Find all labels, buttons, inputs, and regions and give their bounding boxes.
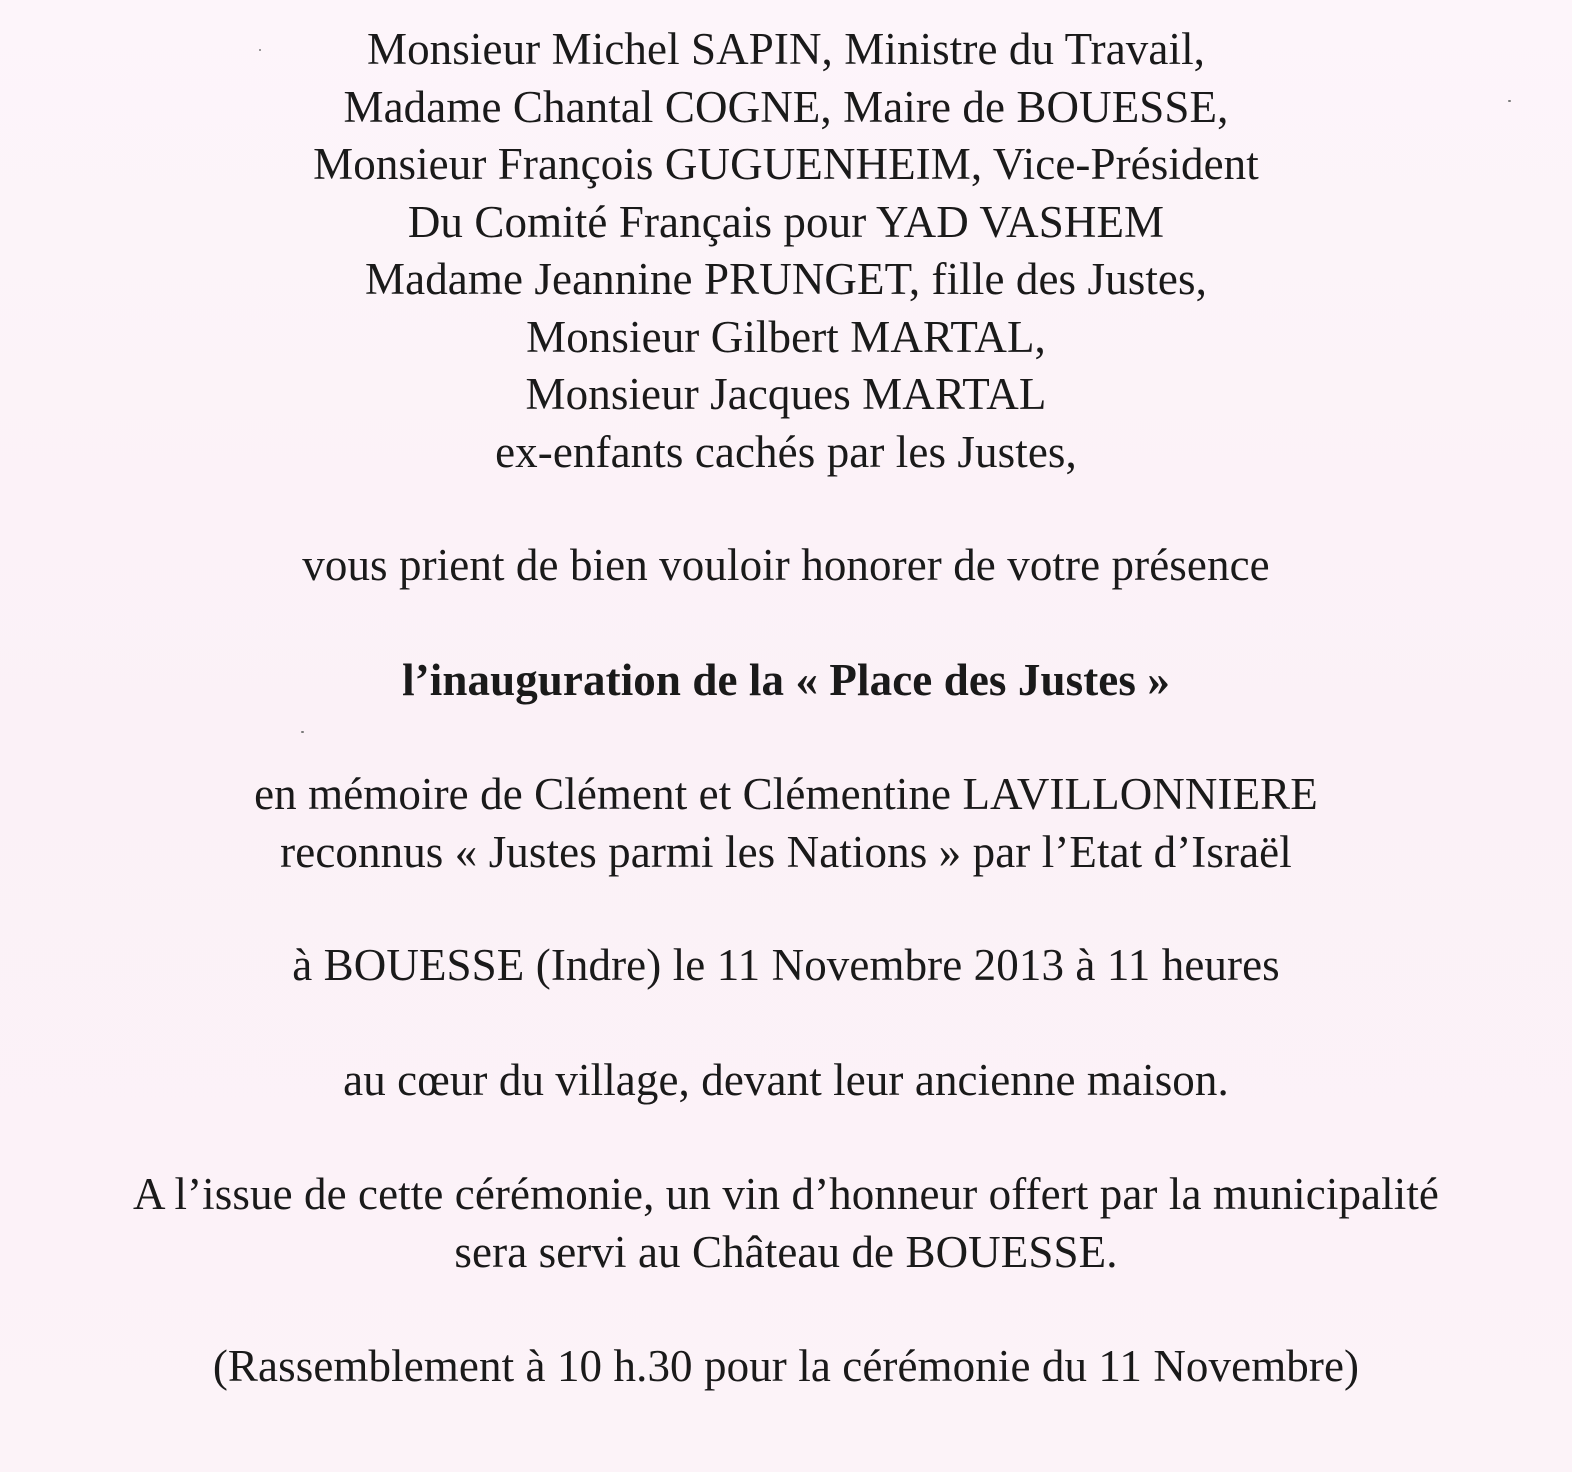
memorial-line: en mémoire de Clément et Clémentine LAVILLONNIERE bbox=[254, 769, 1318, 819]
date-place bbox=[0, 937, 1572, 995]
host-line: Monsieur Gilbert MARTAL, bbox=[526, 311, 1046, 362]
location bbox=[0, 1052, 1572, 1110]
event-title bbox=[0, 652, 1572, 710]
host-line: Du Comité Français pour YAD VASHEM bbox=[407, 196, 1165, 247]
host-line: Monsieur François GUGUENHEIM, Vice-Président bbox=[313, 139, 1259, 189]
memorial-dedication bbox=[0, 766, 1572, 881]
gathering-note bbox=[0, 1338, 1572, 1396]
memorial-line: reconnus « Justes parmi les Nations » par l’Etat d’Israël bbox=[280, 826, 1292, 877]
reception-info bbox=[0, 1166, 1572, 1281]
date-place-text: à BOUESSE (Indre) le 11 Novembre 2013 à 11 heures bbox=[292, 940, 1280, 990]
invitation-text: vous prient de bien vouloir honorer de votre présence bbox=[302, 540, 1270, 590]
paper-speck bbox=[259, 49, 261, 51]
host-line: ex-enfants cachés par les Justes, bbox=[495, 426, 1077, 477]
hosts-list bbox=[0, 21, 1572, 481]
reception-line: A l’issue de cette cérémonie, un vin d’honneur offert par la municipalité bbox=[132, 1169, 1439, 1219]
host-line: Monsieur Jacques MARTAL bbox=[525, 369, 1047, 419]
reception-line: sera servi au Château de BOUESSE. bbox=[454, 1226, 1118, 1277]
location-text: au cœur du village, devant leur ancienne maison. bbox=[343, 1055, 1229, 1105]
gathering-note-text: (Rassemblement à 10 h.30 pour la cérémonie du 11 Novembre) bbox=[212, 1341, 1360, 1391]
host-line: Monsieur Michel SAPIN, Ministre du Travail, bbox=[366, 24, 1206, 74]
invitation-sentence bbox=[0, 537, 1572, 595]
event-title-text: l’inauguration de la « Place des Justes » bbox=[402, 655, 1170, 705]
paper-speck bbox=[301, 731, 304, 733]
paper-speck bbox=[1508, 100, 1511, 102]
host-line: Madame Jeannine PRUNGET, fille des Justes, bbox=[365, 254, 1207, 304]
host-line: Madame Chantal COGNE, Maire de BOUESSE, bbox=[343, 81, 1229, 132]
